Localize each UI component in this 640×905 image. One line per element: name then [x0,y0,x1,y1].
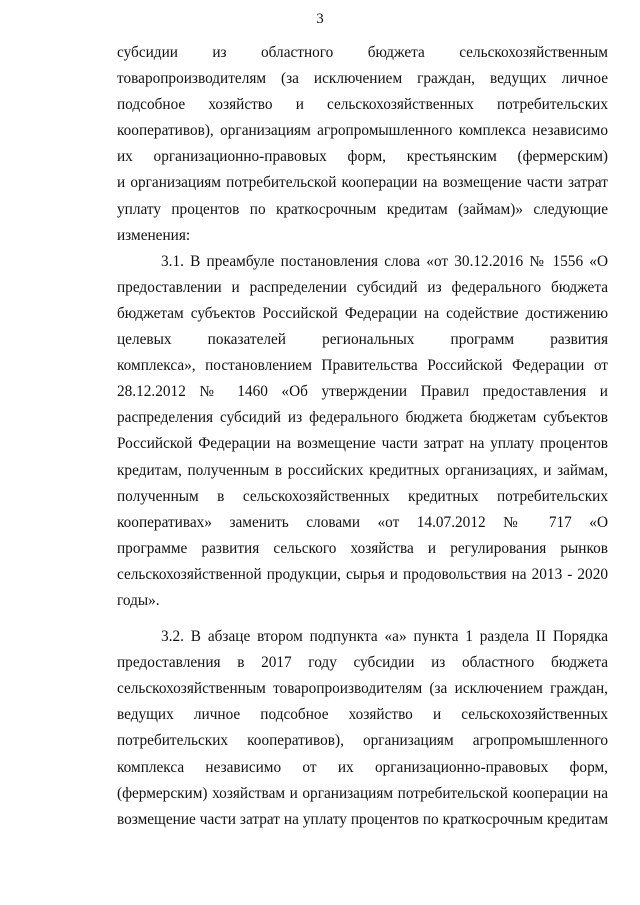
text-line: предоставления в 2017 году субсидии из областного бюджета [117,654,608,672]
text-line: ведущих личное подсобное хозяйство и сельскохозяйственных [117,706,608,724]
text-line: подсобное хозяйство и сельскохозяйственных потребительских [117,96,608,114]
text-line: потребительских кооперативов), организациям агропромышленного [117,732,608,750]
text-line: товаропроизводителям (за исключением граждан, ведущих личное [117,70,608,88]
text-line: распределения субсидий из федерального бюджета бюджетам субъектов [117,409,608,427]
text-line: изменения: [117,226,191,244]
text-line: кооперативов), организациям агропромышленного комплекса независимо [117,122,608,140]
page-number: 3 [316,11,324,27]
text-line: комплекса», постановлением Правительства Российской Федерации от [117,357,608,375]
document-body [117,40,608,833]
text-line: и организациям потребительской кооперации на возмещение части затрат [117,174,608,192]
text-line: 28.12.2012 № 1460 «Об утверждении Правил предоставления и [117,383,608,401]
text-line: Российской Федерации на возмещение части затрат на уплату процентов [117,435,608,453]
text-line: кредитам, полученным в российских кредитных организациях, и займам, [117,461,608,479]
text-line: комплекса независимо от их организационно-правовых форм, [117,758,608,776]
text-line: сельскохозяйственным товаропроизводителям (за исключением граждан, [117,680,608,698]
text-line: 3.2. В абзаце втором подпункта «а» пункта 1 раздела II Порядка [161,628,608,646]
text-line: их организационно-правовых форм, крестьянским (фермерским) [117,148,608,166]
text-line: программе развития сельского хозяйства и регулирования рынков [117,539,608,557]
text-line: (фермерским) хозяйствам и организациям потребительской кооперации на [117,784,608,802]
text-line: целевых показателей региональных программ развития [117,331,608,349]
text-line: годы». [117,591,160,609]
text-line: бюджетам субъектов Российской Федерации на содействие достижению [117,304,608,322]
text-line: уплату процентов по краткосрочным кредитам (займам)» следующие [117,200,608,218]
paragraph-gap [117,614,608,624]
text-line: кооперативах» заменить словами «от 14.07.2012 № 717 «О [117,513,608,531]
text-line: субсидии из областного бюджета сельскохозяйственным [117,44,608,61]
text-line: сельскохозяйственной продукции, сырья и продовольствия на 2013 - 2020 [117,565,608,583]
text-line: возмещение части затрат на уплату процентов по краткосрочным кредитам [117,810,608,828]
text-line: предоставлении и распределении субсидий из федерального бюджета [117,278,608,296]
text-line: полученным в сельскохозяйственных кредитных потребительских [117,487,608,505]
text-line: 3.1. В преамбуле постановления слова «от 30.12.2016 № 1556 «О [161,252,608,270]
